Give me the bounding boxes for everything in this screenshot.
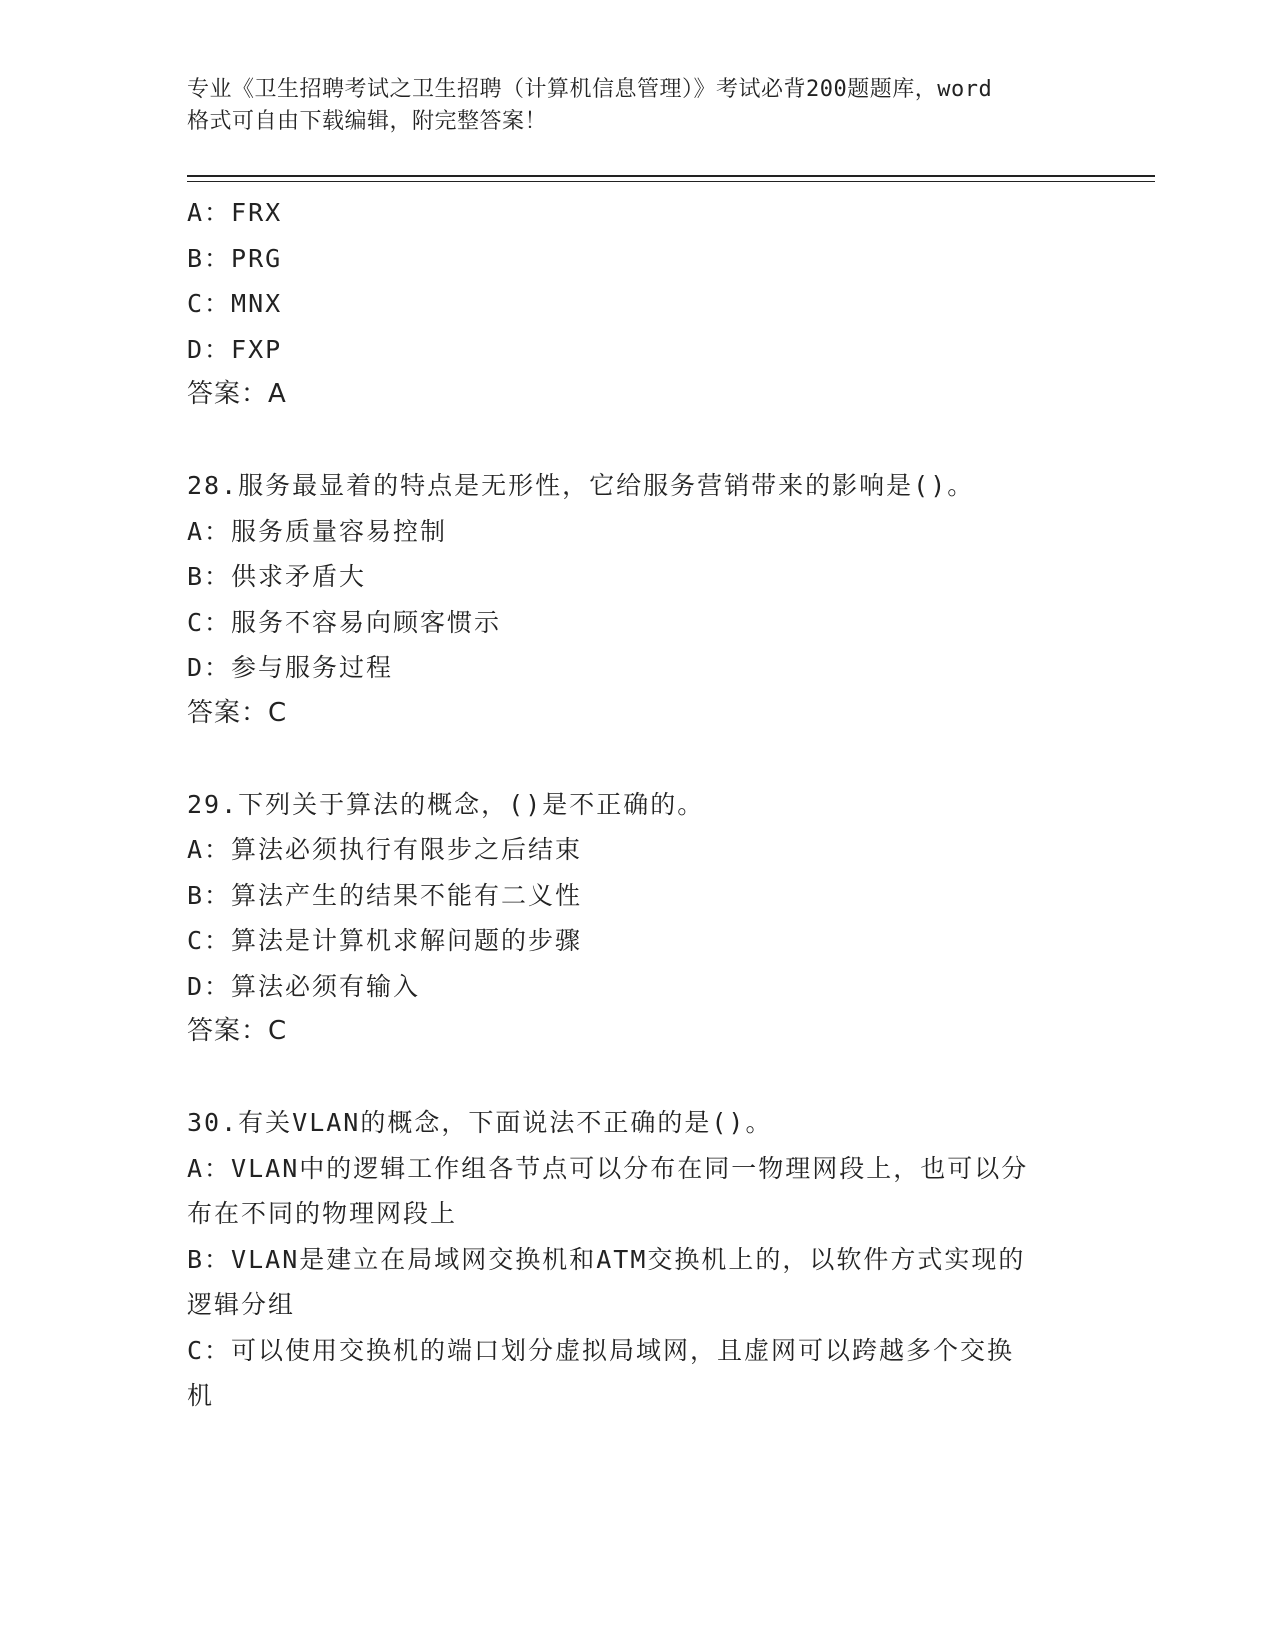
header-divider-thick xyxy=(187,175,1155,177)
question-29 xyxy=(187,782,1087,1055)
question-28 xyxy=(187,463,1087,736)
document-body xyxy=(187,190,1087,1419)
q28-option-b: B：供求矛盾大 xyxy=(187,562,367,591)
q27-option-c: C：MNX xyxy=(187,289,283,318)
q30-option-a-line-1: A：VLAN中的逻辑工作组各节点可以分布在同一物理网段上，也可以分 xyxy=(187,1153,1029,1183)
header-divider-thin xyxy=(187,181,1155,182)
q30-option-c-line-2: 机 xyxy=(187,1381,215,1410)
q29-answer: 答案：C xyxy=(187,1016,288,1046)
q29-option-d: D：算法必须有输入 xyxy=(187,971,421,1001)
header-line-1: 专业《卫生招聘考试之卫生招聘（计算机信息管理）》考试必背200题题库，word xyxy=(187,77,993,102)
q28-option-c: C：服务不容易向顾客惯示 xyxy=(187,607,502,637)
q27-option-a: A：FRX xyxy=(187,198,283,227)
q27-option-b: B：PRG xyxy=(187,243,283,273)
q28-question: 28.服务最显着的特点是无形性，它给服务营销带来的影响是()。 xyxy=(187,471,975,500)
header-line-2: 格式可自由下载编辑，附完整答案！ xyxy=(187,109,548,134)
q29-option-c: C：算法是计算机求解问题的步骤 xyxy=(187,926,583,955)
q27-option-d: D：FXP xyxy=(187,334,283,364)
q27-answer: 答案：A xyxy=(187,379,287,409)
document-header xyxy=(187,74,1087,138)
q30-question: 30.有关VLAN的概念，下面说法不正确的是()。 xyxy=(187,1108,773,1137)
q28-option-a: A：服务质量容易控制 xyxy=(187,516,448,546)
q29-option-b: B：算法产生的结果不能有二义性 xyxy=(187,880,583,910)
question-27 xyxy=(187,190,1087,418)
spacer xyxy=(187,1055,1087,1101)
q30-option-c-line-1: C：可以使用交换机的端口划分虚拟局域网，且虚网可以跨越多个交换 xyxy=(187,1335,1015,1365)
spacer xyxy=(187,418,1087,464)
q28-option-d: D：参与服务过程 xyxy=(187,653,394,682)
spacer xyxy=(187,736,1087,782)
q30-option-a-line-2: 布在不同的物理网段上 xyxy=(187,1199,458,1228)
question-30 xyxy=(187,1100,1087,1419)
q30-option-b-line-1: B：VLAN是建立在局域网交换机和ATM交换机上的，以软件方式实现的 xyxy=(187,1244,1026,1274)
q28-answer: 答案：C xyxy=(187,697,288,728)
q29-option-a: A：算法必须执行有限步之后结束 xyxy=(187,835,583,864)
q29-question: 29.下列关于算法的概念，()是不正确的。 xyxy=(187,789,705,819)
q30-option-b-line-2: 逻辑分组 xyxy=(187,1290,296,1319)
